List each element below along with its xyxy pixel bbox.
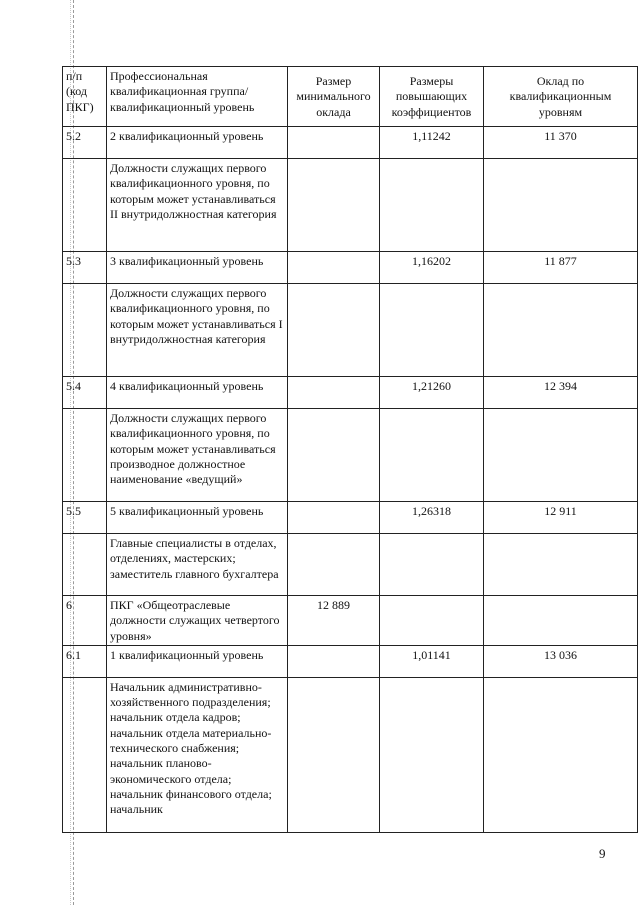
row-num: 5.5 [63,502,107,534]
row-num: 5.4 [63,377,107,409]
row-num [63,409,107,502]
row-name: Должности служащих первого квалификационного уровня, по которым может устанавливаться производное должностное наименование «ведущий» [107,409,288,502]
row-salary: 12 911 [484,502,638,534]
row-salary [484,409,638,502]
row-min-salary [288,127,380,159]
row-coef: 1,26318 [380,502,484,534]
table-row [63,252,638,284]
row-salary [484,284,638,377]
header-min-salary: Размер минимального оклада [288,67,380,127]
row-salary: 13 036 [484,645,638,677]
table-header-row [63,67,638,127]
table-row [63,534,638,596]
table-row [63,677,638,832]
row-salary: 12 394 [484,377,638,409]
table-row [63,159,638,252]
row-num: 6 [63,596,107,646]
row-num: 6.1 [63,645,107,677]
row-salary: 11 877 [484,252,638,284]
row-salary: 11 370 [484,127,638,159]
row-coef [380,284,484,377]
row-coef: 1,16202 [380,252,484,284]
row-min-salary: 12 889 [288,596,380,646]
row-coef [380,409,484,502]
row-coef: 1,01141 [380,645,484,677]
header-group: Профессиональная квалификационная группа/квалификационный уровень [107,67,288,127]
page-number: 9 [599,846,606,861]
header-salary-level: Оклад по квалификационным уровням [484,67,638,127]
row-name: 3 квалификационный уровень [107,252,288,284]
row-min-salary [288,409,380,502]
row-name: Должности служащих первого квалификационного уровня, по которым может устанавливаться I внутридолжностная категория [107,284,288,377]
row-name: Главные специалисты в отделах, отделениях, мастерских; заместитель главного бухгалтера [107,534,288,596]
table-row [63,502,638,534]
row-salary [484,159,638,252]
row-min-salary [288,502,380,534]
table-row [63,409,638,502]
row-coef: 1,21260 [380,377,484,409]
salary-table [62,66,638,833]
row-coef [380,596,484,646]
row-coef [380,534,484,596]
row-salary [484,677,638,832]
row-min-salary [288,284,380,377]
row-num [63,159,107,252]
row-num [63,284,107,377]
table-row [63,127,638,159]
row-name: 5 квалификационный уровень [107,502,288,534]
table-row [63,284,638,377]
row-name: 2 квалификационный уровень [107,127,288,159]
row-name: 1 квалификационный уровень [107,645,288,677]
row-num [63,534,107,596]
row-name: Должности служащих первого квалификационного уровня, по которым может устанавливаться II внутридолжностная категория [107,159,288,252]
row-name: ПКГ «Общеотраслевые должности служащих четвертого уровня» [107,596,288,646]
row-salary [484,596,638,646]
row-min-salary [288,252,380,284]
row-salary [484,534,638,596]
table-row [63,645,638,677]
row-min-salary [288,534,380,596]
row-num: 5.3 [63,252,107,284]
row-min-salary [288,645,380,677]
table-row [63,596,638,646]
row-name: Начальник административно-хозяйственного подразделения; начальник отдела кадров; начальник отдела материально-технического снабжения; начальник планово-экономического отдела; начальник финансового отдела; начальник [107,677,288,832]
table-row [63,377,638,409]
header-num: п/п (код ПКГ) [63,67,107,127]
row-num: 5.2 [63,127,107,159]
row-coef [380,159,484,252]
row-min-salary [288,677,380,832]
row-min-salary [288,377,380,409]
row-min-salary [288,159,380,252]
row-coef: 1,11242 [380,127,484,159]
row-coef [380,677,484,832]
row-name: 4 квалификационный уровень [107,377,288,409]
header-coef: Размеры повышающих коэффициентов [380,67,484,127]
row-num [63,677,107,832]
